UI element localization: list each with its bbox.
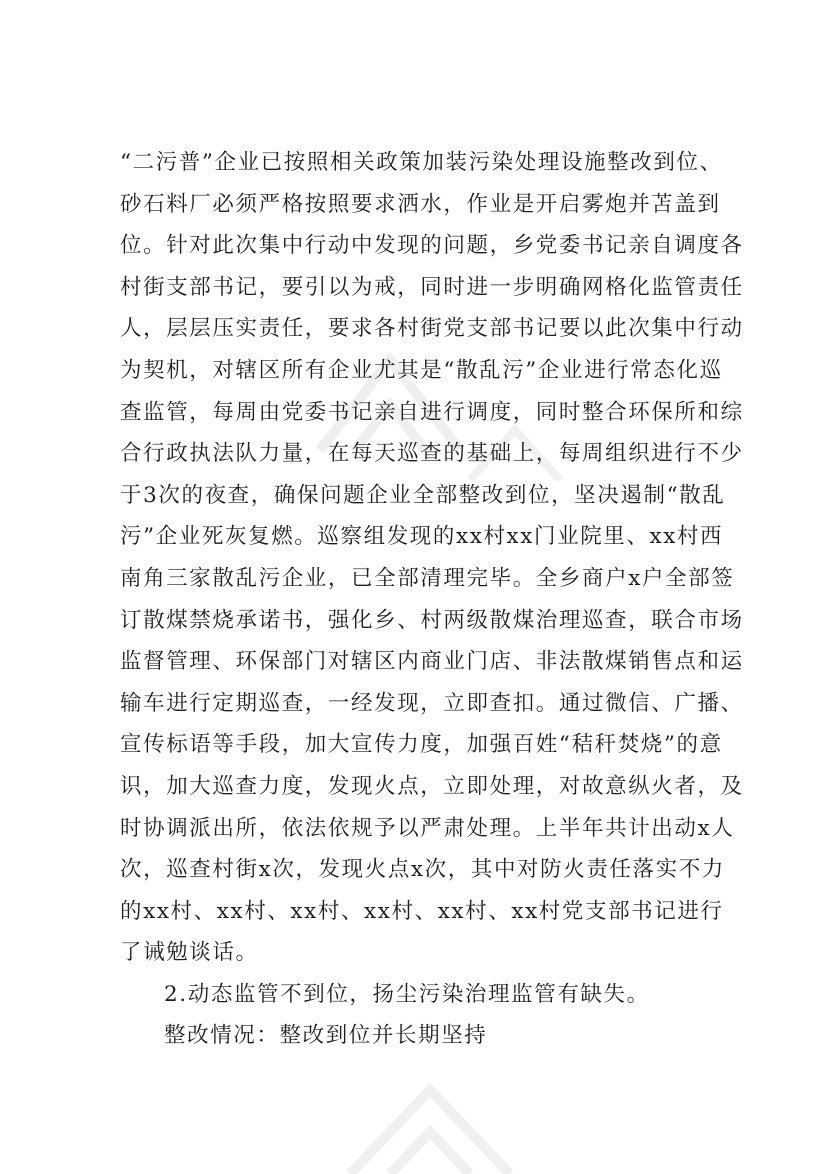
paragraph-line: 时协调派出所，依法依规予以严肃处理。上半年共计出动x人: [120, 815, 735, 841]
paragraph-line: 监督管理、环保部门对辖区内商业门店、非法散煤销售点和运: [120, 649, 744, 675]
paragraph-line: 南角三家散乱污企业，已全部清理完毕。全乡商户x户全部签: [120, 565, 735, 591]
paragraph-line: 订散煤禁烧承诺书，强化乡、村两级散煤治理巡查，联合市场: [120, 607, 744, 633]
paragraph-line: “二污普”企业已按照相关政策加装污染处理设施整改到位、: [120, 150, 723, 175]
paragraph-line: 污”企业死灰复燃。巡察组发现的xx村xx门业院里、xx村西: [120, 524, 724, 550]
paragraph-line: 识，加大巡查力度，发现火点，立即处理，对故意纵火者，及: [120, 773, 744, 799]
paragraph-line: 位。针对此次集中行动中发现的问题，乡党委书记亲自调度各: [120, 233, 744, 259]
paragraph-line: 查监管，每周由党委书记亲自进行调度，同时整合环保所和综: [120, 399, 744, 425]
item-heading: 2.动态监管不到位，扬尘污染治理监管有缺失。: [164, 981, 650, 1007]
paragraph-line: 宣传标语等手段，加大宣传力度，加强百姓“秸秆焚烧”的意: [120, 732, 723, 758]
paragraph-line: 的xx村、xx村、xx村、xx村、xx村、xx村党支部书记进行: [120, 898, 724, 924]
paragraph-line: 为契机，对辖区所有企业尤其是“散乱污”企业进行常态化巡: [120, 357, 723, 383]
paragraph-line: 输车进行定期巡查，一经发现，立即查扣。通过微信、广播、: [120, 690, 744, 716]
paragraph-line: 合行政执法队力量，在每天巡查的基础上，每周组织进行不少: [120, 441, 744, 467]
body-text: [120, 142, 744, 1057]
paragraph-line: 了诫勉谈话。: [120, 940, 259, 966]
paragraph-line: 次，巡查村街x次，发现火点x次，其中对防火责任落实不力: [120, 857, 725, 883]
paragraph-line: 于3次的夜查，确保问题企业全部整改到位，坚决遏制“散乱: [120, 482, 726, 508]
watermark-logo-icon: [330, 1080, 530, 1174]
rectification-status: 整改情况：整改到位并长期坚持: [164, 1023, 488, 1049]
paragraph-line: 砂石料厂必须严格按照要求洒水，作业是开启雾炮并苫盖到: [120, 191, 721, 217]
paragraph-line: 村街支部书记，要引以为戒，同时进一步明确网格化监管责任: [120, 274, 744, 300]
paragraph-line: 人，层层压实责任，要求各村街党支部书记要以此次集中行动: [120, 316, 744, 342]
